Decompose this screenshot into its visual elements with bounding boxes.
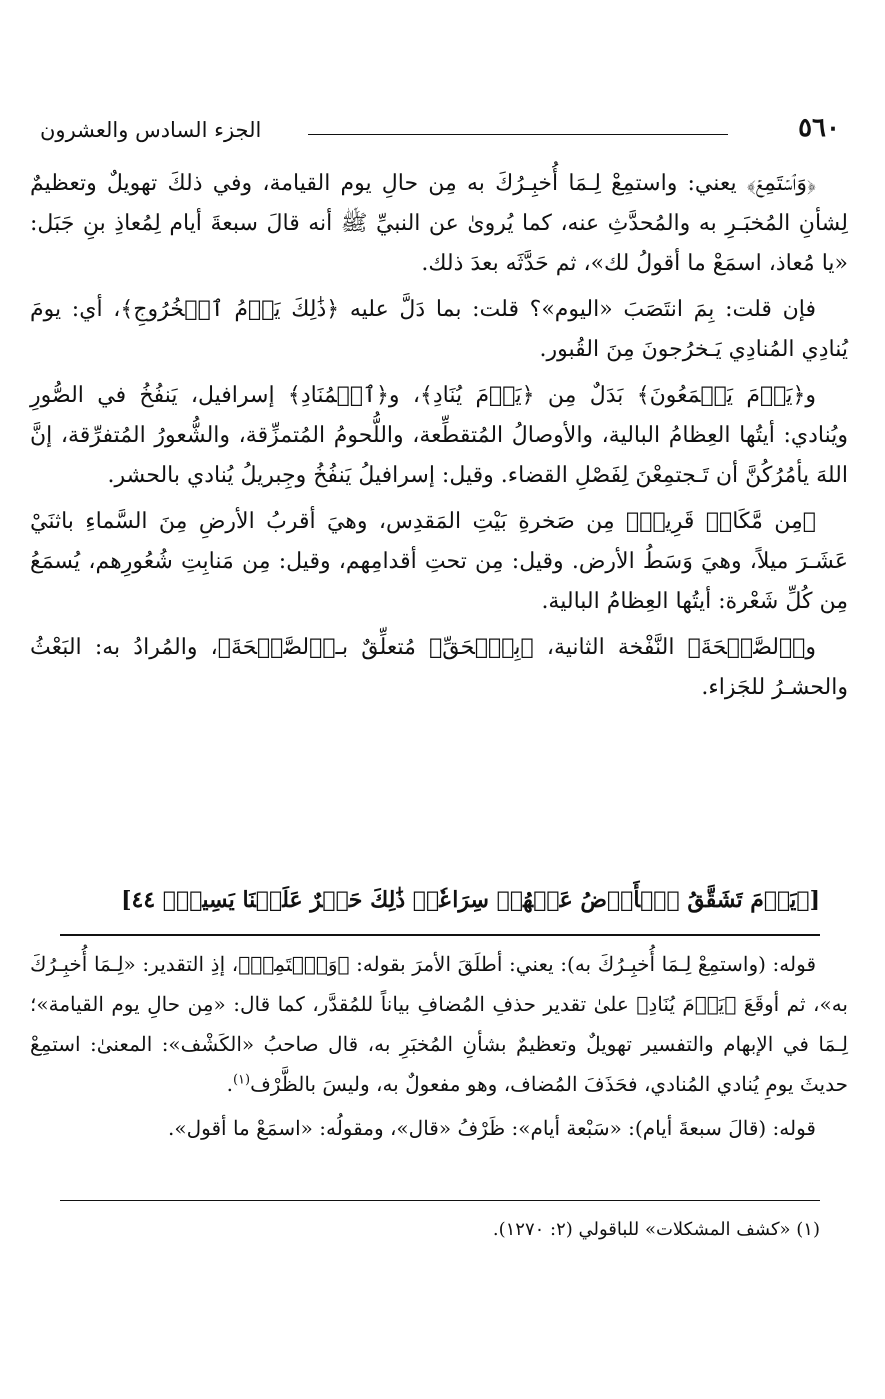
main-paragraph: ﴿مِن مَّكَانٖ قَرِيبٖ﴾ مِن صَخرةِ بَيْتِ المَقدِس، وهيَ أقربُ الأرضِ مِنَ السَّماءِ باثنَيْ عَشَـرَ ميلاً، وهيَ وَسَطُ الأرض. وقيل: مِن تحتِ أقدامِهم، وقيل: مِن مَنابِتِ شُعُورِهم، يُسمَعُ مِن كُلِّ شَعْرة: أيتُها العِظامُ البالية.	[30, 509, 848, 614]
commentary-paragraph-text: قوله: (واستمِعْ لِـمَا أُخبِـرُكَ به): يعني: أطلَقَ الأمرَ بقوله: ﴿وَٱسۡتَمِعۡ﴾، إذِ التقدير: «لِـمَا أُخبِـرُكَ به»، ثم أوقَعَ ﴿يَوۡمَ يُنَادِ﴾ علىٰ تقدير حذفِ المُضافِ بياناً للمُقدَّر، كما قال: «مِن حالِ يوم القيامة»؛ لِـمَا في الإبهام والتفسير تهويلٌ وتعظيمٌ بشأنِ المُخبَرِ به، قال صاحبُ «الكَشْف»: المعنىٰ: استمِعْ حديثَ يومِ يُنادي المُنادي، فحَذَفَ المُضاف، وهو مفعولٌ به، وليسَ بالظَّرْف	[30, 952, 848, 1096]
footnote-reference: (١)	[232, 1072, 251, 1088]
quran-verse: [﴿يَوۡمَ تَشَقَّقُ ٱلۡأَرۡضُ عَنۡهُمۡ سِرَاعٗاۚ ذَٰلِكَ حَشۡرٌ عَلَيۡنَا يَسِيرٞ﴾ ٤٤]	[121, 887, 820, 913]
commentary-paragraph: قوله: (قالَ سبعةَ أيام): «سَبْعة أيام»: ظَرْفُ «قال»، ومقولُه: «اسمَعْ ما أقول».	[168, 1116, 816, 1140]
main-text	[30, 164, 848, 714]
main-paragraph: و﴿يَوۡمَ يَسۡمَعُونَ﴾ بَدَلٌ مِن ﴿يَوۡمَ يُنَادِ﴾، و﴿ٱلۡمُنَادِ﴾ إسرافيل، يَنفُخُ في الصُّورِ ويُنادي: أيتُها العِظامُ البالية، والأوصالُ المُتقطِّعة، واللُّحومُ المُتمزِّقة، والشُّعورُ المُتفرِّقة، إنَّ اللهَ يأمُرُكُنَّ أن تَـجتمِعْنَ لِفَصْلِ القضاء. وقيل: إسرافيلُ يَنفُخُ وجِبريلُ يُنادي بالحشر.	[30, 383, 848, 488]
main-paragraph: و﴿ٱلصَّيۡحَةَ﴾ النَّفْخة الثانية، ﴿بِٱلۡحَقِّ﴾ مُتعلِّقٌ بـ﴿ٱلصَّيۡحَةَ﴾، والمُرادُ به: البَعْثُ والحشـرُ للجَزاء.	[30, 635, 848, 700]
footnote-divider	[60, 1200, 820, 1201]
page-header	[40, 112, 840, 152]
header-rule	[308, 134, 728, 135]
commentary-paragraph: قوله: (واستمِعْ لِـمَا أُخبِـرُكَ به): يعني: أطلَقَ الأمرَ بقوله: ﴿وَٱسۡتَمِعۡ﴾، إذِ التقدير: «لِـمَا أُخبِـرُكَ به»، ثم أوقَعَ ﴿يَوۡمَ يُنَادِ﴾ علىٰ تقدير حذفِ المُضافِ بياناً للمُقدَّر، كما قال: «مِن حالِ يوم القيامة»؛ لِـمَا في الإبهام والتفسير تهويلٌ وتعظيمٌ بشأنِ المُخبَرِ به، قال صاحبُ «الكَشْف»: المعنىٰ: استمِعْ حديثَ يومِ يُنادي المُنادي، فحَذَفَ المُضاف، وهو مفعولٌ به، وليسَ بالظَّرْف$^{(١)}$.	[30, 952, 848, 1096]
main-paragraph: فإن قلت: بِمَ انتَصَبَ «اليوم»؟ قلت: بما دَلَّ عليه ﴿ذَٰلِكَ يَوۡمُ ٱلۡخُرُوجِ﴾، أي: يومَ يُنادِي المُنادِي يَـخرُجونَ مِنَ القُبور.	[30, 297, 848, 362]
footnote: (١) «كشف المشكلات» للباقولي (٢: ١٢٧٠).	[492, 1219, 820, 1240]
main-paragraph: ﴿وَٱسۡتَمِعۡ﴾ يعني: واستمِعْ لِـمَا أُخبِـرُكَ به مِن حالِ يوم القيامة، وفي ذلكَ تهويلٌ وتعظيمٌ لِشأنِ المُخبَـرِ به والمُحدَّثِ عنه، كما يُروىٰ عن النبيِّ ﷺ أنه قالَ سبعةَ أيام لِمُعاذِ بنِ جَبَل: «يا مُعاذ، اسمَعْ ما أقولُ لك»، ثم حَدَّثَه بعدَ ذلك.	[30, 171, 848, 276]
running-title: الجزء السادس والعشرون	[40, 118, 262, 142]
commentary-text	[30, 944, 848, 1152]
page-number: ٥٦٠	[798, 113, 840, 143]
footnotes	[60, 1214, 820, 1246]
section-divider	[60, 934, 820, 936]
